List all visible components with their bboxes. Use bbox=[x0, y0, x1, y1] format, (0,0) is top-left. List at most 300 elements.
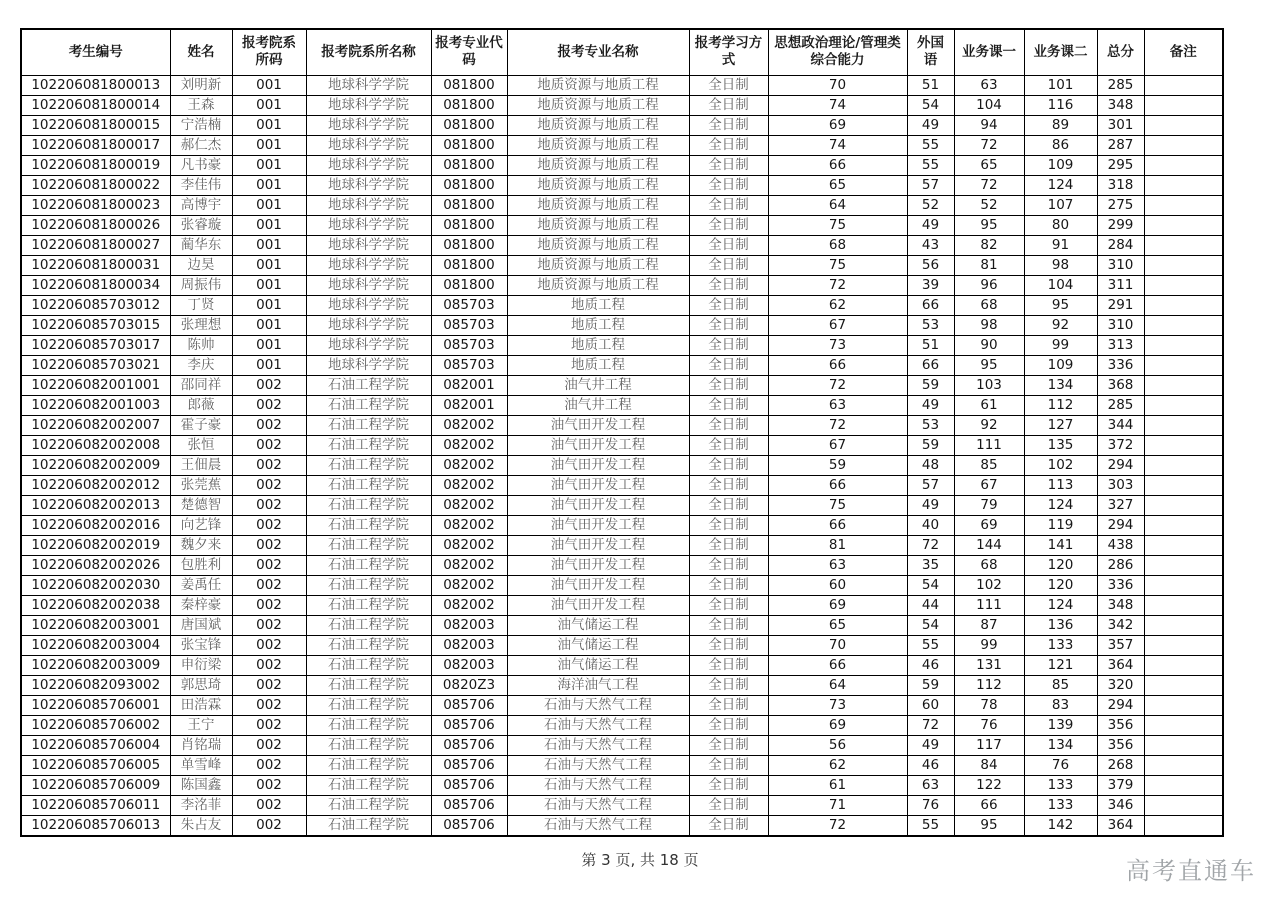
cell-course1-score: 144 bbox=[954, 535, 1024, 555]
cell-major-code: 085706 bbox=[431, 695, 507, 715]
cell-study-mode: 全日制 bbox=[689, 115, 768, 135]
cell-course2-score: 109 bbox=[1024, 155, 1097, 175]
cell-study-mode: 全日制 bbox=[689, 95, 768, 115]
cell-study-mode: 全日制 bbox=[689, 295, 768, 315]
cell-major-code: 081800 bbox=[431, 195, 507, 215]
cell-candidate-id: 102206081800027 bbox=[21, 235, 170, 255]
cell-dept-code: 001 bbox=[232, 195, 306, 215]
cell-course2-score: 127 bbox=[1024, 415, 1097, 435]
table-row bbox=[21, 495, 1223, 515]
header-name: 姓名 bbox=[170, 29, 232, 75]
cell-dept-code: 002 bbox=[232, 535, 306, 555]
cell-total-score: 368 bbox=[1097, 375, 1144, 395]
cell-course2-score: 112 bbox=[1024, 395, 1097, 415]
cell-candidate-id: 102206085703021 bbox=[21, 355, 170, 375]
cell-candidate-id: 102206085703015 bbox=[21, 315, 170, 335]
table-row bbox=[21, 135, 1223, 155]
cell-dept-name: 石油工程学院 bbox=[306, 815, 431, 836]
cell-politics-score: 74 bbox=[768, 95, 907, 115]
cell-study-mode: 全日制 bbox=[689, 675, 768, 695]
cell-major-code: 081800 bbox=[431, 75, 507, 95]
cell-politics-score: 62 bbox=[768, 295, 907, 315]
cell-remark bbox=[1144, 655, 1223, 675]
cell-major-name: 海洋油气工程 bbox=[507, 675, 689, 695]
cell-major-code: 0820Z3 bbox=[431, 675, 507, 695]
cell-dept-code: 002 bbox=[232, 775, 306, 795]
cell-study-mode: 全日制 bbox=[689, 795, 768, 815]
cell-total-score: 299 bbox=[1097, 215, 1144, 235]
cell-major-name: 油气田开发工程 bbox=[507, 455, 689, 475]
cell-dept-name: 地球科学学院 bbox=[306, 295, 431, 315]
cell-dept-name: 石油工程学院 bbox=[306, 695, 431, 715]
cell-foreign-lang-score: 53 bbox=[907, 315, 954, 335]
cell-name: 张理想 bbox=[170, 315, 232, 335]
cell-study-mode: 全日制 bbox=[689, 415, 768, 435]
cell-course2-score: 80 bbox=[1024, 215, 1097, 235]
cell-course1-score: 117 bbox=[954, 735, 1024, 755]
cell-dept-code: 001 bbox=[232, 75, 306, 95]
cell-name: 李庆 bbox=[170, 355, 232, 375]
cell-candidate-id: 102206082003004 bbox=[21, 635, 170, 655]
cell-course2-score: 99 bbox=[1024, 335, 1097, 355]
cell-dept-name: 石油工程学院 bbox=[306, 375, 431, 395]
cell-candidate-id: 102206082003009 bbox=[21, 655, 170, 675]
cell-candidate-id: 102206082002007 bbox=[21, 415, 170, 435]
cell-total-score: 284 bbox=[1097, 235, 1144, 255]
cell-name: 包胜利 bbox=[170, 555, 232, 575]
cell-politics-score: 56 bbox=[768, 735, 907, 755]
cell-major-name: 石油与天然气工程 bbox=[507, 715, 689, 735]
cell-politics-score: 70 bbox=[768, 75, 907, 95]
cell-total-score: 294 bbox=[1097, 695, 1144, 715]
cell-remark bbox=[1144, 195, 1223, 215]
cell-total-score: 310 bbox=[1097, 255, 1144, 275]
cell-course2-score: 85 bbox=[1024, 675, 1097, 695]
cell-total-score: 372 bbox=[1097, 435, 1144, 455]
cell-foreign-lang-score: 55 bbox=[907, 135, 954, 155]
cell-course1-score: 67 bbox=[954, 475, 1024, 495]
cell-politics-score: 68 bbox=[768, 235, 907, 255]
cell-major-code: 081800 bbox=[431, 95, 507, 115]
cell-course2-score: 107 bbox=[1024, 195, 1097, 215]
cell-course1-score: 112 bbox=[954, 675, 1024, 695]
cell-name: 王森 bbox=[170, 95, 232, 115]
cell-major-name: 地质资源与地质工程 bbox=[507, 195, 689, 215]
cell-foreign-lang-score: 56 bbox=[907, 255, 954, 275]
cell-candidate-id: 102206085703017 bbox=[21, 335, 170, 355]
cell-candidate-id: 102206081800023 bbox=[21, 195, 170, 215]
cell-study-mode: 全日制 bbox=[689, 515, 768, 535]
cell-foreign-lang-score: 46 bbox=[907, 755, 954, 775]
table-row bbox=[21, 775, 1223, 795]
cell-course1-score: 82 bbox=[954, 235, 1024, 255]
cell-major-code: 082002 bbox=[431, 475, 507, 495]
cell-course2-score: 120 bbox=[1024, 555, 1097, 575]
cell-total-score: 344 bbox=[1097, 415, 1144, 435]
cell-candidate-id: 102206082002016 bbox=[21, 515, 170, 535]
header-total: 总分 bbox=[1097, 29, 1144, 75]
cell-study-mode: 全日制 bbox=[689, 775, 768, 795]
cell-dept-name: 石油工程学院 bbox=[306, 415, 431, 435]
cell-total-score: 318 bbox=[1097, 175, 1144, 195]
cell-name: 郭思琦 bbox=[170, 675, 232, 695]
cell-total-score: 438 bbox=[1097, 535, 1144, 555]
cell-remark bbox=[1144, 275, 1223, 295]
cell-remark bbox=[1144, 315, 1223, 335]
cell-major-name: 地质资源与地质工程 bbox=[507, 215, 689, 235]
cell-course2-score: 139 bbox=[1024, 715, 1097, 735]
cell-course2-score: 86 bbox=[1024, 135, 1097, 155]
cell-study-mode: 全日制 bbox=[689, 175, 768, 195]
cell-dept-name: 石油工程学院 bbox=[306, 555, 431, 575]
cell-dept-code: 001 bbox=[232, 215, 306, 235]
cell-remark bbox=[1144, 215, 1223, 235]
table-row bbox=[21, 235, 1223, 255]
cell-study-mode: 全日制 bbox=[689, 655, 768, 675]
cell-major-code: 085703 bbox=[431, 355, 507, 375]
cell-total-score: 285 bbox=[1097, 395, 1144, 415]
cell-major-code: 081800 bbox=[431, 175, 507, 195]
cell-course2-score: 134 bbox=[1024, 735, 1097, 755]
cell-course1-score: 68 bbox=[954, 295, 1024, 315]
header-foreign-lang: 外国语 bbox=[907, 29, 954, 75]
cell-course2-score: 104 bbox=[1024, 275, 1097, 295]
cell-name: 楚德智 bbox=[170, 495, 232, 515]
cell-dept-name: 石油工程学院 bbox=[306, 755, 431, 775]
cell-name: 王佃晨 bbox=[170, 455, 232, 475]
cell-study-mode: 全日制 bbox=[689, 455, 768, 475]
cell-candidate-id: 102206081800026 bbox=[21, 215, 170, 235]
cell-major-name: 油气田开发工程 bbox=[507, 515, 689, 535]
cell-foreign-lang-score: 44 bbox=[907, 595, 954, 615]
cell-name: 高博宇 bbox=[170, 195, 232, 215]
cell-total-score: 348 bbox=[1097, 595, 1144, 615]
cell-dept-code: 002 bbox=[232, 495, 306, 515]
cell-course2-score: 109 bbox=[1024, 355, 1097, 375]
table-row bbox=[21, 695, 1223, 715]
table-row bbox=[21, 515, 1223, 535]
cell-candidate-id: 102206082002009 bbox=[21, 455, 170, 475]
cell-dept-name: 石油工程学院 bbox=[306, 435, 431, 455]
cell-dept-code: 002 bbox=[232, 435, 306, 455]
cell-major-name: 石油与天然气工程 bbox=[507, 755, 689, 775]
cell-foreign-lang-score: 57 bbox=[907, 475, 954, 495]
cell-course1-score: 84 bbox=[954, 755, 1024, 775]
cell-course1-score: 98 bbox=[954, 315, 1024, 335]
cell-name: 魏夕来 bbox=[170, 535, 232, 555]
cell-candidate-id: 102206082002012 bbox=[21, 475, 170, 495]
cell-course1-score: 66 bbox=[954, 795, 1024, 815]
cell-remark bbox=[1144, 155, 1223, 175]
cell-study-mode: 全日制 bbox=[689, 695, 768, 715]
cell-study-mode: 全日制 bbox=[689, 135, 768, 155]
cell-politics-score: 61 bbox=[768, 775, 907, 795]
cell-name: 陈国鑫 bbox=[170, 775, 232, 795]
cell-course1-score: 76 bbox=[954, 715, 1024, 735]
cell-remark bbox=[1144, 355, 1223, 375]
cell-total-score: 342 bbox=[1097, 615, 1144, 635]
cell-remark bbox=[1144, 755, 1223, 775]
cell-name: 李佳伟 bbox=[170, 175, 232, 195]
cell-candidate-id: 102206082002026 bbox=[21, 555, 170, 575]
cell-total-score: 268 bbox=[1097, 755, 1144, 775]
cell-total-score: 301 bbox=[1097, 115, 1144, 135]
cell-total-score: 320 bbox=[1097, 675, 1144, 695]
cell-course1-score: 95 bbox=[954, 215, 1024, 235]
header-major-code: 报考专业代码 bbox=[431, 29, 507, 75]
cell-study-mode: 全日制 bbox=[689, 355, 768, 375]
cell-dept-name: 石油工程学院 bbox=[306, 655, 431, 675]
cell-name: 凡书豪 bbox=[170, 155, 232, 175]
cell-foreign-lang-score: 59 bbox=[907, 435, 954, 455]
cell-total-score: 336 bbox=[1097, 575, 1144, 595]
cell-dept-name: 石油工程学院 bbox=[306, 395, 431, 415]
cell-total-score: 379 bbox=[1097, 775, 1144, 795]
cell-foreign-lang-score: 54 bbox=[907, 575, 954, 595]
cell-remark bbox=[1144, 795, 1223, 815]
cell-major-name: 油气储运工程 bbox=[507, 615, 689, 635]
cell-dept-name: 石油工程学院 bbox=[306, 515, 431, 535]
cell-dept-code: 002 bbox=[232, 735, 306, 755]
cell-course1-score: 102 bbox=[954, 575, 1024, 595]
cell-course1-score: 87 bbox=[954, 615, 1024, 635]
cell-major-name: 地质工程 bbox=[507, 295, 689, 315]
cell-remark bbox=[1144, 815, 1223, 836]
cell-dept-code: 002 bbox=[232, 455, 306, 475]
cell-foreign-lang-score: 72 bbox=[907, 715, 954, 735]
cell-major-code: 082002 bbox=[431, 575, 507, 595]
cell-dept-name: 地球科学学院 bbox=[306, 175, 431, 195]
cell-name: 霍子豪 bbox=[170, 415, 232, 435]
cell-course1-score: 103 bbox=[954, 375, 1024, 395]
cell-dept-name: 石油工程学院 bbox=[306, 795, 431, 815]
cell-dept-code: 001 bbox=[232, 295, 306, 315]
cell-total-score: 303 bbox=[1097, 475, 1144, 495]
table-row bbox=[21, 675, 1223, 695]
cell-remark bbox=[1144, 575, 1223, 595]
cell-major-code: 082002 bbox=[431, 435, 507, 455]
cell-major-name: 石油与天然气工程 bbox=[507, 815, 689, 836]
cell-dept-name: 地球科学学院 bbox=[306, 235, 431, 255]
cell-dept-code: 001 bbox=[232, 115, 306, 135]
cell-dept-code: 002 bbox=[232, 695, 306, 715]
cell-remark bbox=[1144, 535, 1223, 555]
cell-politics-score: 66 bbox=[768, 475, 907, 495]
cell-major-code: 082002 bbox=[431, 415, 507, 435]
cell-politics-score: 66 bbox=[768, 515, 907, 535]
cell-course2-score: 124 bbox=[1024, 495, 1097, 515]
cell-name: 朱占友 bbox=[170, 815, 232, 836]
watermark-text: 高考直通车 bbox=[1126, 857, 1256, 885]
table-row bbox=[21, 535, 1223, 555]
table-row bbox=[21, 195, 1223, 215]
cell-total-score: 294 bbox=[1097, 515, 1144, 535]
table-row bbox=[21, 655, 1223, 675]
cell-course1-score: 111 bbox=[954, 595, 1024, 615]
table-row bbox=[21, 355, 1223, 375]
cell-foreign-lang-score: 43 bbox=[907, 235, 954, 255]
cell-remark bbox=[1144, 395, 1223, 415]
cell-politics-score: 66 bbox=[768, 355, 907, 375]
cell-dept-code: 002 bbox=[232, 595, 306, 615]
cell-course2-score: 142 bbox=[1024, 815, 1097, 836]
cell-major-name: 地质工程 bbox=[507, 335, 689, 355]
cell-study-mode: 全日制 bbox=[689, 375, 768, 395]
cell-politics-score: 64 bbox=[768, 195, 907, 215]
cell-total-score: 275 bbox=[1097, 195, 1144, 215]
cell-major-code: 081800 bbox=[431, 255, 507, 275]
cell-total-score: 336 bbox=[1097, 355, 1144, 375]
table-row bbox=[21, 255, 1223, 275]
cell-study-mode: 全日制 bbox=[689, 615, 768, 635]
cell-total-score: 311 bbox=[1097, 275, 1144, 295]
cell-politics-score: 63 bbox=[768, 555, 907, 575]
cell-study-mode: 全日制 bbox=[689, 715, 768, 735]
cell-course2-score: 119 bbox=[1024, 515, 1097, 535]
cell-course1-score: 72 bbox=[954, 175, 1024, 195]
cell-remark bbox=[1144, 175, 1223, 195]
cell-politics-score: 75 bbox=[768, 495, 907, 515]
cell-remark bbox=[1144, 735, 1223, 755]
table-row bbox=[21, 475, 1223, 495]
cell-course2-score: 102 bbox=[1024, 455, 1097, 475]
cell-major-code: 085706 bbox=[431, 735, 507, 755]
cell-politics-score: 69 bbox=[768, 115, 907, 135]
cell-major-code: 081800 bbox=[431, 155, 507, 175]
cell-course2-score: 83 bbox=[1024, 695, 1097, 715]
cell-candidate-id: 102206081800022 bbox=[21, 175, 170, 195]
cell-name: 刘明新 bbox=[170, 75, 232, 95]
cell-major-name: 油气储运工程 bbox=[507, 655, 689, 675]
cell-course2-score: 134 bbox=[1024, 375, 1097, 395]
cell-major-code: 082002 bbox=[431, 535, 507, 555]
cell-dept-code: 001 bbox=[232, 275, 306, 295]
cell-foreign-lang-score: 55 bbox=[907, 635, 954, 655]
cell-study-mode: 全日制 bbox=[689, 275, 768, 295]
cell-foreign-lang-score: 63 bbox=[907, 775, 954, 795]
cell-major-name: 油气田开发工程 bbox=[507, 435, 689, 455]
cell-name: 秦梓豪 bbox=[170, 595, 232, 615]
cell-dept-code: 001 bbox=[232, 175, 306, 195]
cell-study-mode: 全日制 bbox=[689, 195, 768, 215]
cell-remark bbox=[1144, 435, 1223, 455]
cell-dept-name: 地球科学学院 bbox=[306, 275, 431, 295]
cell-major-code: 082002 bbox=[431, 595, 507, 615]
cell-major-name: 地质资源与地质工程 bbox=[507, 175, 689, 195]
table-row bbox=[21, 435, 1223, 455]
cell-study-mode: 全日制 bbox=[689, 495, 768, 515]
cell-total-score: 357 bbox=[1097, 635, 1144, 655]
cell-major-name: 地质资源与地质工程 bbox=[507, 255, 689, 275]
cell-total-score: 287 bbox=[1097, 135, 1144, 155]
cell-dept-code: 001 bbox=[232, 255, 306, 275]
cell-foreign-lang-score: 49 bbox=[907, 115, 954, 135]
cell-foreign-lang-score: 48 bbox=[907, 455, 954, 475]
cell-name: 宁浩楠 bbox=[170, 115, 232, 135]
cell-course1-score: 52 bbox=[954, 195, 1024, 215]
cell-study-mode: 全日制 bbox=[689, 555, 768, 575]
table-row bbox=[21, 635, 1223, 655]
cell-study-mode: 全日制 bbox=[689, 235, 768, 255]
cell-politics-score: 75 bbox=[768, 215, 907, 235]
header-politics-score: 思想政治理论/管理类综合能力 bbox=[768, 29, 907, 75]
cell-politics-score: 69 bbox=[768, 715, 907, 735]
cell-dept-code: 002 bbox=[232, 515, 306, 535]
table-row bbox=[21, 755, 1223, 775]
cell-dept-name: 石油工程学院 bbox=[306, 715, 431, 735]
cell-major-code: 085706 bbox=[431, 815, 507, 836]
cell-major-code: 081800 bbox=[431, 235, 507, 255]
cell-remark bbox=[1144, 335, 1223, 355]
cell-name: 郝仁杰 bbox=[170, 135, 232, 155]
cell-major-code: 085706 bbox=[431, 795, 507, 815]
cell-remark bbox=[1144, 95, 1223, 115]
cell-name: 张宝锋 bbox=[170, 635, 232, 655]
cell-study-mode: 全日制 bbox=[689, 755, 768, 775]
cell-candidate-id: 102206085706009 bbox=[21, 775, 170, 795]
cell-major-name: 地质资源与地质工程 bbox=[507, 235, 689, 255]
cell-remark bbox=[1144, 675, 1223, 695]
cell-major-code: 085706 bbox=[431, 775, 507, 795]
cell-course1-score: 111 bbox=[954, 435, 1024, 455]
cell-dept-code: 002 bbox=[232, 715, 306, 735]
cell-dept-name: 地球科学学院 bbox=[306, 335, 431, 355]
cell-course2-score: 120 bbox=[1024, 575, 1097, 595]
cell-major-name: 油气田开发工程 bbox=[507, 495, 689, 515]
cell-politics-score: 74 bbox=[768, 135, 907, 155]
cell-major-name: 油气田开发工程 bbox=[507, 595, 689, 615]
cell-study-mode: 全日制 bbox=[689, 155, 768, 175]
cell-politics-score: 71 bbox=[768, 795, 907, 815]
header-remark: 备注 bbox=[1144, 29, 1223, 75]
cell-politics-score: 66 bbox=[768, 155, 907, 175]
cell-candidate-id: 102206081800017 bbox=[21, 135, 170, 155]
cell-remark bbox=[1144, 555, 1223, 575]
cell-dept-code: 001 bbox=[232, 315, 306, 335]
cell-remark bbox=[1144, 255, 1223, 275]
cell-foreign-lang-score: 55 bbox=[907, 155, 954, 175]
cell-major-name: 石油与天然气工程 bbox=[507, 775, 689, 795]
cell-candidate-id: 102206082002019 bbox=[21, 535, 170, 555]
cell-total-score: 295 bbox=[1097, 155, 1144, 175]
cell-course1-score: 90 bbox=[954, 335, 1024, 355]
cell-major-name: 石油与天然气工程 bbox=[507, 795, 689, 815]
cell-total-score: 364 bbox=[1097, 655, 1144, 675]
cell-major-code: 082002 bbox=[431, 515, 507, 535]
cell-course2-score: 133 bbox=[1024, 775, 1097, 795]
cell-candidate-id: 102206081800014 bbox=[21, 95, 170, 115]
cell-total-score: 348 bbox=[1097, 95, 1144, 115]
cell-politics-score: 63 bbox=[768, 395, 907, 415]
cell-study-mode: 全日制 bbox=[689, 475, 768, 495]
cell-major-code: 081800 bbox=[431, 135, 507, 155]
cell-foreign-lang-score: 55 bbox=[907, 815, 954, 836]
cell-course2-score: 141 bbox=[1024, 535, 1097, 555]
cell-politics-score: 70 bbox=[768, 635, 907, 655]
cell-name: 郎薇 bbox=[170, 395, 232, 415]
cell-course1-score: 61 bbox=[954, 395, 1024, 415]
cell-dept-name: 石油工程学院 bbox=[306, 595, 431, 615]
cell-major-name: 石油与天然气工程 bbox=[507, 735, 689, 755]
cell-name: 唐国斌 bbox=[170, 615, 232, 635]
cell-major-code: 085703 bbox=[431, 295, 507, 315]
cell-course2-score: 113 bbox=[1024, 475, 1097, 495]
cell-major-name: 油气田开发工程 bbox=[507, 475, 689, 495]
cell-remark bbox=[1144, 615, 1223, 635]
cell-dept-name: 石油工程学院 bbox=[306, 475, 431, 495]
cell-foreign-lang-score: 49 bbox=[907, 735, 954, 755]
cell-politics-score: 67 bbox=[768, 315, 907, 335]
